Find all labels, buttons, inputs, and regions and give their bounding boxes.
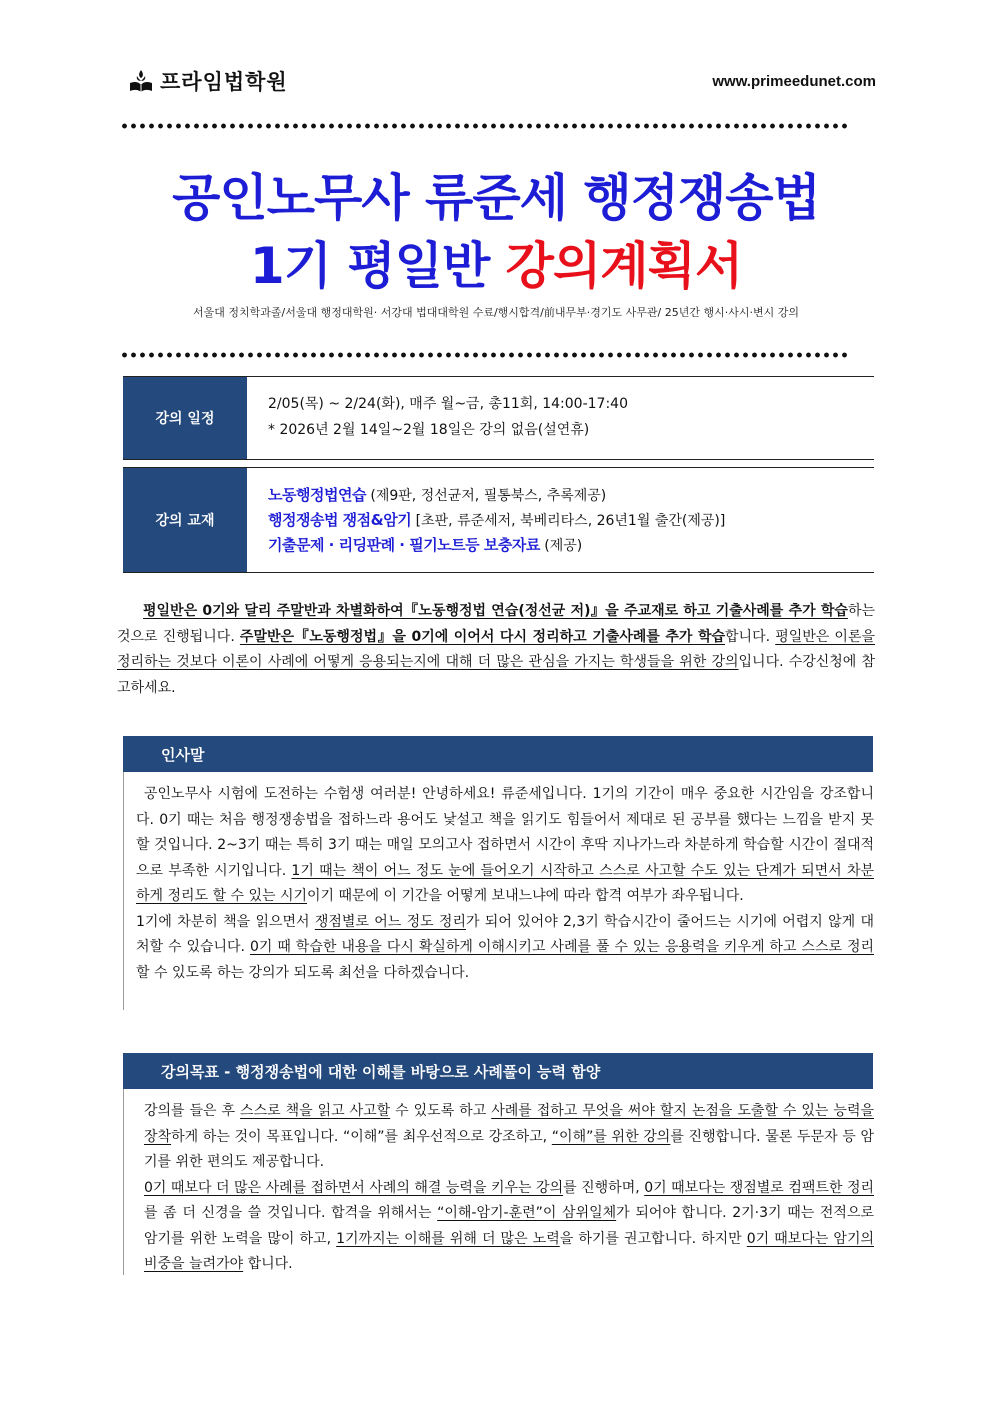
- greeting-text-run: 이기 때문에 이 기간을 어떻게 보내느냐에 따라 합격 여부가 좌우됩니다.: [307, 888, 744, 904]
- greeting-text-run: 공인노무사 시험에 도전하는 수험생 여러분! 안녕하세요! 류준세입니다. 1기의 기간이 매우 중요한 시간임을 강조합니다. 0기 때는 처음 행정쟁송법을 접하느라 용어도 낯설고 책을 읽기도 힘들어서 제대로 된 공부를 했다는 느낌을 받지 못할 것입니다. 2~3기 때는 특히 3기 때는 매일 모의고사 접하면서 시간이 후딱 지나가느라 차분하게 학습할 시간이 절대적으로 부족한 시기입니다.: [136, 786, 874, 879]
- site-url[interactable]: www.primeedunet.com: [712, 73, 876, 90]
- goal-text-run: 강의를 들은 후: [144, 1103, 241, 1119]
- goal-text-run: 하게 하는 것이 목표입니다. “이해”를 최우선적으로 강조하고,: [171, 1128, 552, 1145]
- goal-heading: 강의목표 - 행정쟁송법에 대한 이해를 바탕으로 사례풀이 능력 함양: [123, 1053, 873, 1089]
- greeting-text-run: 1기에 차분히 책을 읽으면서: [136, 913, 315, 930]
- greeting-paragraph-1: [136, 782, 874, 910]
- title-blue-part: 1기 평일반: [249, 237, 506, 295]
- schedule-content: [268, 377, 874, 459]
- intro-emphasis: 평일반은 0기와 달리 주말반과 차별화하여『노동행정법 연습(정선균 저)』을 주교재로 하고 기출사례를 추가 학습: [143, 603, 848, 619]
- schedule-row: [123, 376, 874, 460]
- intro-emphasis: 평일반은 이론을 정리하는 것보다 이론이 사례에 어떻게 응용되는지에 대해 더 많은 관심을 가지는 학생들을 위한 강의: [117, 628, 876, 670]
- goal-text-run: 를 좀 더 신경을 쓸 것입니다. 합격을 위해서는: [144, 1205, 438, 1221]
- greeting-emphasis: 0기 때 학습한 내용을 다시 확실하게 이해시키고 사례를 풀 수 있는 응용력을 키우게 하고 스스로 정리: [249, 939, 874, 955]
- intro-emphasis: 주말반은『노동행정법』을 0기에 이어서 다시 정리하고 기출사례를 추가 학습: [239, 628, 726, 645]
- goal-paragraph-1: [144, 1099, 874, 1176]
- intro-paragraph: [117, 599, 875, 701]
- goal-emphasis: 0기 때보다는 암기의 비중을 늘려가야: [144, 1230, 874, 1272]
- greeting-paragraph-2: [136, 910, 874, 987]
- greeting-text-run: 가 되어 있어야 2,3기 학습시간이 줄어드는 시기에 어렵지 않게 대처할 수 있습니다.: [136, 913, 874, 955]
- intro-text: 입니다. 수강신청에 참고하세요.: [117, 654, 875, 696]
- textbook-item: [268, 508, 874, 533]
- goal-paragraph-2: [144, 1176, 874, 1278]
- main-title-line2: [0, 236, 992, 296]
- greeting-heading: 인사말: [123, 736, 873, 772]
- textbook-item: [268, 533, 874, 558]
- title-red-part: 강의계획서: [505, 237, 743, 295]
- goal-text-run: 를 진행합니다. 물론 두문자 등 암기를 위한 편의도 제공합니다.: [144, 1128, 875, 1170]
- textbook-name: 행정쟁송법 쟁점&암기: [268, 511, 412, 529]
- greeting-emphasis: 1기 때는 책이 어느 정도 눈에 들어오기 시작하고 스스로 사고할 수도 있는 단계가 되면서 차분하게 정리도 할 수 있는 시기: [136, 862, 874, 904]
- page-header: [128, 66, 876, 96]
- greeting-emphasis: 쟁점별로 어느 정도 정리: [314, 913, 466, 930]
- textbook-label: 강의 교재: [123, 468, 247, 572]
- greeting-text: [124, 772, 874, 986]
- schedule-line1: 2/05(목) ~ 2/24(화), 매주 월~금, 총11회, 14:00-17:40: [268, 396, 628, 412]
- textbook-name: 노동행정법연습: [268, 486, 366, 504]
- goal-text-run: 가 되어야 합니다. 2기·3기 때는 전적으로 암기를 위한 노력을 많이 하고,: [144, 1205, 875, 1247]
- goal-text-run: 을 하기를 권고합니다. 하지만: [559, 1230, 747, 1247]
- schedule-line2: * 2026년 2월 14일~2월 18일은 강의 없음(설연휴): [268, 422, 590, 438]
- main-title-line1: 공인노무사 류준세 행정쟁송법: [172, 169, 820, 227]
- academy-logo: [128, 66, 288, 96]
- goal-emphasis: “이해”를 위한 강의: [551, 1128, 671, 1145]
- textbook-detail: (제공): [539, 538, 583, 554]
- goal-text-run: 수 있도록 하고: [390, 1103, 492, 1119]
- greeting-box: [123, 772, 874, 1010]
- goal-emphasis: 사례를 접하고 무엇을 써야 할지 논점을 도출할 수 있는 능력을 장착: [144, 1103, 874, 1145]
- textbook-detail: [초판, 류준세저, 북베리타스, 26년1월 출간(제공)]: [411, 513, 726, 529]
- goal-box: [123, 1089, 874, 1275]
- intro-text: 하는 것으로 진행됩니다.: [117, 603, 875, 645]
- schedule-label: 강의 일정: [123, 377, 247, 459]
- logo-text: 프라임법학원: [160, 70, 288, 94]
- textbook-row: [123, 467, 874, 573]
- goal-emphasis: 스스로 책을 읽고 사고할: [240, 1103, 391, 1119]
- goal-emphasis: “이해-암기-훈련”이 삼위일체: [437, 1205, 617, 1221]
- textbook-content: [268, 468, 874, 572]
- book-lamp-icon: [128, 68, 154, 94]
- greeting-text-run: 할 수 있도록 하는 강의가 되도록 최선을 다하겠습니다.: [136, 964, 470, 981]
- instructor-credentials: 서울대 정치학과졸/서울대 행정대학원· 서강대 법대대학원 수료/행시합격/前내무부·경기도 사무관/ 25년간 행시·사시·변시 강의: [193, 306, 799, 319]
- goal-emphasis: 1기까지는 이해를 위해 더 많은 노력: [336, 1230, 560, 1247]
- goal-text-run: 를 진행하며,: [563, 1179, 645, 1196]
- goal-emphasis: 0기 때보다는 쟁점별로 컴팩트한 정리: [644, 1179, 874, 1196]
- intro-text: 합니다.: [725, 628, 776, 645]
- dotted-divider-top: [120, 123, 850, 129]
- dotted-divider-bottom: [120, 352, 850, 358]
- goal-text: [124, 1089, 874, 1278]
- textbook-name: 기출문제 · 리딩판례 · 필기노트등 보충자료: [268, 536, 540, 554]
- textbook-detail: (제9판, 정선균저, 필통북스, 추록제공): [365, 488, 607, 504]
- goal-text-run: 합니다.: [243, 1256, 293, 1272]
- goal-emphasis: 0기 때보다 더 많은 사례를 접하면서 사례의 해결 능력을 키우는 강의: [144, 1179, 564, 1196]
- textbook-item: [268, 483, 874, 508]
